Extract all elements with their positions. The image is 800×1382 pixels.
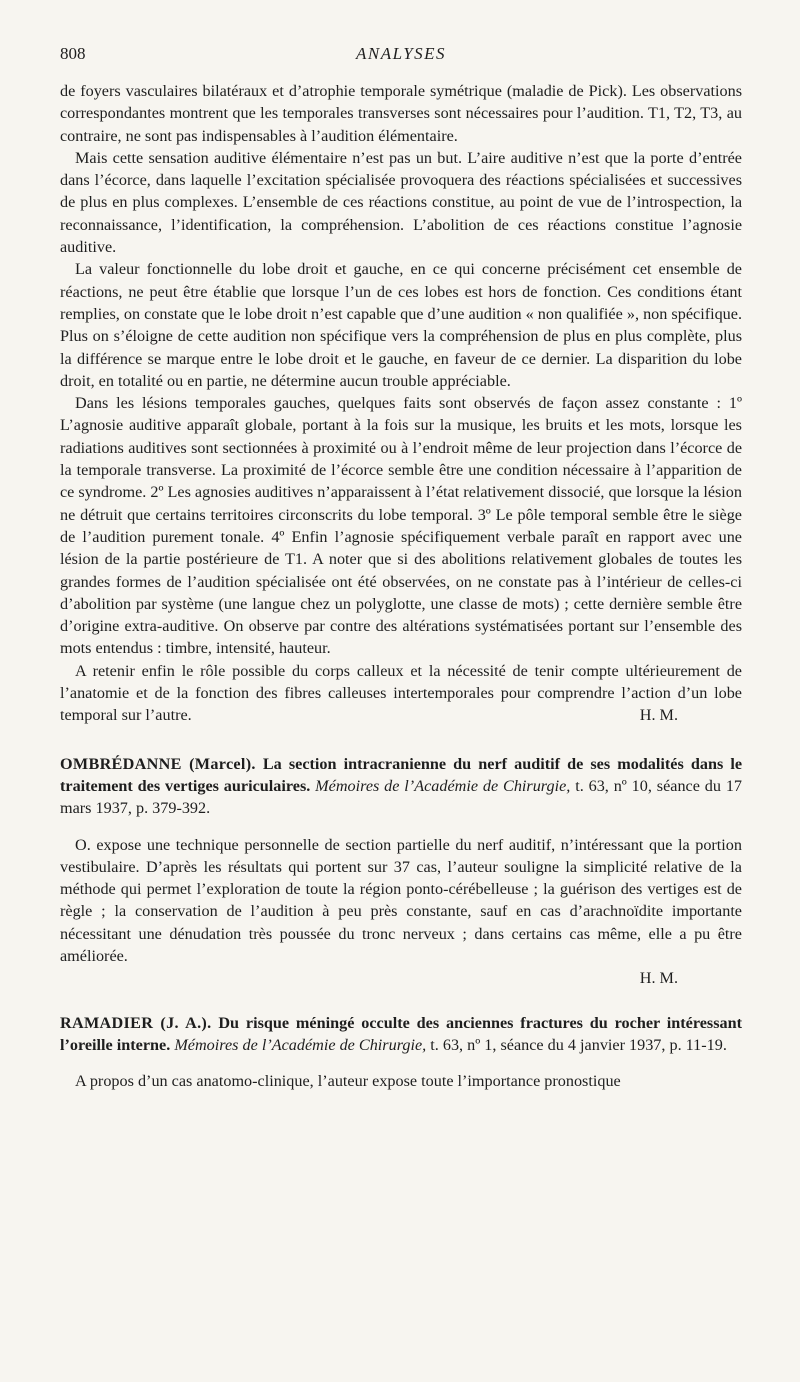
page-number: 808: [60, 44, 86, 63]
entry-title: La section intracranienne du nerf auditif de ses modalités dans le traitement des vertiges auriculaires.: [60, 754, 743, 795]
paragraph: de foyers vasculaires bilatéraux et d’atrophie temporale symétrique (maladie de Pick). Les observations correspondantes montrent que les temporales transverses sont nécessaires pour l’audition. T1, T2, T3, au contraire, ne sont pas indispensables à l’audition élémentaire.: [60, 82, 742, 145]
paragraph: O. expose une technique personnelle de section partielle du nerf auditif, n’intéressant que la portion vestibulaire. D’après les résultats qui portent sur 37 cas, l’auteur souligne la simplicité relative de la méthode qui permet l’exploration de toute la région ponto-cérébelleuse ; la guérison des vertiges est de règle ; la conservation de l’audition à peu près constante, sauf en cas d’arachnoïdite importante nécessitant une dénudation très poussée du tronc nerveux ; dans certains cas même, elle a pu être améliorée.: [60, 835, 742, 965]
entry-body: [60, 1070, 742, 1092]
reviewer-signature: H. M.: [639, 706, 678, 725]
reviewer-signature: H. M.: [639, 969, 678, 988]
entry-author: RAMADIER (J. A.).: [60, 1013, 212, 1032]
entry-journal: Mémoires de l’Académie de Chirurgie,: [174, 1035, 427, 1054]
entry-journal: Mémoires de l’Académie de Chirurgie,: [315, 776, 571, 795]
paragraph: La valeur fonctionnelle du lobe droit et gauche, en ce qui concerne précisément cet ensemble de réactions, ne peut être établie que lorsque l’un de ces lobes est hors de fonction. Ces conditions étant remplies, on constate que le lobe droit n’est capable que d’une audition « non qualifiée », non spécifique. Plus on s’éloigne de cette audition non spécifique vers la compréhension de plus en plus complète, plus la différence se marque entre le lobe droit et le gauche, en faveur de ce dernier. La disparition du lobe droit, en totalité ou en partie, ne détermine aucun trouble appréciable.: [60, 260, 742, 390]
entry-author: OMBRÉDANNE (Marcel).: [60, 754, 256, 773]
entry-heading: [60, 753, 742, 820]
paragraph: A propos d’un cas anatomo-clinique, l’auteur expose toute l’importance pronostique: [75, 1072, 621, 1091]
paragraph-with-signature: [60, 660, 742, 727]
review-entry-ombredanne: [60, 753, 742, 990]
page-body: [60, 80, 742, 1092]
paragraph: Dans les lésions temporales gauches, quelques faits sont observés de façon assez constante : 1º L’agnosie auditive apparaît globale, portant à la fois sur la musique, les bruits et les mots, lorsque les radiations auditives sont sectionnées à proximité ou à l’endroit même de leur projection dans l’écorce de la temporale transverse. La proximité de l’écorce semble être une condition nécessaire à l’apparition de ce syndrome. 2º Les agnosies auditives n’apparaissent à l’état relativement dissocié, que lorsque la lésion ne détruit que certains territoires circonscrits du lobe temporal. 3º Le pôle temporal semble être le siège de l’audition purement tonale. 4º Enfin l’agnosie spécifiquement verbale paraît en rapport avec une lésion de la partie postérieure de T1. A noter que si des abolitions relativement globales de toutes les grandes formes de l’audition spécialisée ont été observées, on ne constate pas à l’intérieur de celles-ci d’abolition par système (une langue chez un polyglotte, une classe de mots) ; cette dernière semble être d’origine extra-auditive. On observe par contre des altérations systématisées portant sur l’ensemble des mots entendus : timbre, intensité, hauteur.: [60, 394, 742, 658]
entry-citation: t. 63, nº 10, séance du 17 mars 1937, p. 379-392.: [60, 776, 743, 818]
entry-body: [60, 834, 742, 990]
paragraph: A retenir enfin le rôle possible du corps calleux et la nécessité de tenir compte ultérieurement de l’anatomie et de la fonction des fibres calleuses intertemporales pour comprendre l’action d’un lobe temporal sur l’autre.: [60, 661, 742, 725]
paragraph: Mais cette sensation auditive élémentaire n’est pas un but. L’aire auditive n’est que la porte d’entrée dans l’écorce, dans laquelle l’excitation spécialisée provoquera des réactions spécialisées et successives de plus en plus complexes. L’ensemble de ces réactions constitue, au point de vue de l’introspection, la reconnaissance, l’identification, la compréhension. L’abolition de ces réactions constitue l’agnosie auditive.: [60, 148, 742, 257]
entry-citation: t. 63, nº 1, séance du 4 janvier 1937, p. 11-19.: [430, 1035, 727, 1054]
running-head: ANALYSES: [355, 44, 447, 63]
entry-title: Du risque méningé occulte des anciennes fractures du rocher intéressant l’oreille interne.: [60, 1013, 743, 1054]
entry-heading: [60, 1012, 742, 1057]
review-continued: [60, 80, 742, 727]
page-header: [60, 44, 742, 68]
review-entry-ramadier: [60, 1012, 742, 1093]
